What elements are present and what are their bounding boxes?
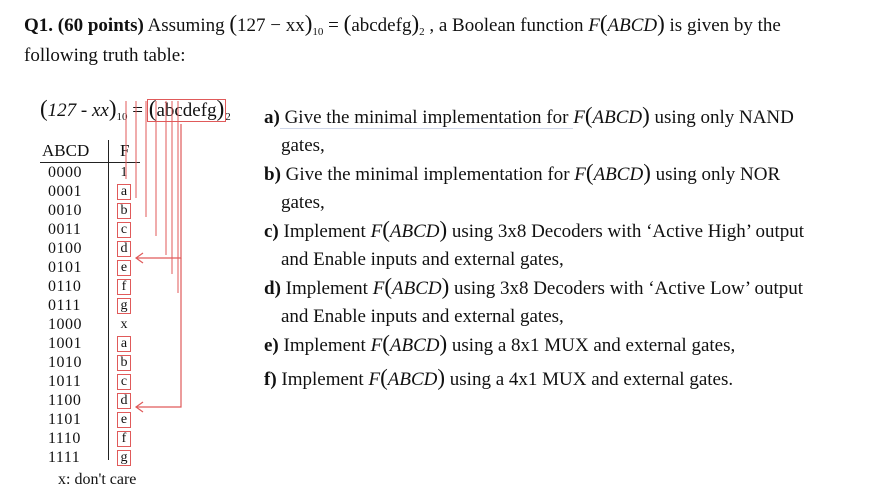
- part-c-tail: using 3x8 Decoders with ‘Active High’ output: [447, 221, 805, 242]
- part-c-label: c): [264, 221, 279, 242]
- table-row-input: 0111: [48, 297, 81, 314]
- part-c-func: F: [370, 221, 383, 242]
- part-d: d) Implement F(ABCD) using 3x8 Decoders with ‘Active Low’ output: [264, 274, 803, 299]
- part-d-label: d): [264, 278, 281, 299]
- part-a-line2: gates,: [281, 135, 325, 156]
- table-header-input: ABCD: [42, 141, 90, 160]
- table-legend: x: don't care: [58, 471, 137, 488]
- table-row-input: 0100: [48, 240, 82, 257]
- part-b-tail: using only NOR: [650, 164, 781, 185]
- part-d-func: F: [372, 278, 385, 299]
- part-e-func: F: [370, 335, 383, 356]
- part-f: f) Implement F(ABCD) using a 4x1 MUX and external gates.: [264, 365, 734, 390]
- table-row-output: a: [117, 336, 131, 352]
- part-d-args: ABCD: [392, 278, 442, 299]
- part-d-line2: and Enable inputs and external gates,: [281, 306, 564, 327]
- question-line-1: Q1. (60 points) Assuming $(127 - xx)_{10}$ = $(abcdefg)_2$ , a Boolean function F(ABCD) is given by the: [24, 11, 781, 38]
- table-row-output: d: [117, 393, 131, 409]
- question-sub-left: 10: [312, 26, 324, 38]
- question-text-a: Assuming: [143, 15, 230, 36]
- part-f-args: ABCD: [387, 369, 438, 390]
- question-expr-right: abcdefg: [351, 15, 412, 36]
- part-e: e) Implement F(ABCD) using a 8x1 MUX and external gates,: [264, 331, 736, 356]
- table-row-output: c: [117, 374, 131, 390]
- part-a-args: ABCD: [592, 107, 643, 128]
- part-c: c) Implement F(ABCD) using 3x8 Decoders with ‘Active High’ output: [264, 217, 805, 242]
- part-a-label: a): [264, 107, 280, 128]
- table-row-output: b: [117, 203, 131, 219]
- part-b-func: F: [574, 164, 586, 185]
- table-row-input: 1010: [48, 354, 82, 371]
- table-row-input: 0010: [48, 202, 82, 219]
- part-e-tail: using a 8x1 MUX and external gates,: [447, 335, 736, 356]
- part-c-line2: and Enable inputs and external gates,: [281, 249, 564, 270]
- equation-right: abcdefg: [156, 100, 217, 121]
- question-text-c: is given by the: [664, 15, 781, 36]
- arrow-lower-path: [136, 258, 181, 407]
- table-row-output: b: [117, 355, 131, 371]
- part-b-label: b): [264, 164, 281, 185]
- part-e-text: Implement: [278, 335, 371, 356]
- table-row-input: 1100: [48, 392, 82, 409]
- table-row-output: f: [117, 279, 131, 295]
- table-row-input: 1011: [48, 373, 82, 390]
- question-line-2: following truth table:: [24, 45, 186, 66]
- question-sub-right: 2: [419, 26, 425, 38]
- table-row-input: 0101: [48, 259, 82, 276]
- table-row-output: e: [117, 260, 131, 276]
- table-row-output: a: [117, 184, 131, 200]
- part-b-line2: gates,: [281, 192, 325, 213]
- equation-left: 127 - xx: [47, 100, 109, 121]
- table-row-input: 1101: [48, 411, 82, 428]
- table-row-output: c: [117, 222, 131, 238]
- table-row-output: x: [120, 317, 128, 332]
- question-label: Q1. (60 points): [24, 15, 144, 36]
- part-d-text: Implement: [280, 278, 373, 299]
- part-f-tail: using a 4x1 MUX and external gates.: [445, 369, 734, 390]
- table-row-input: 0000: [48, 164, 82, 181]
- table-row-input: 1000: [48, 316, 82, 333]
- part-b: b) Give the minimal implementation for F(ABCD) using only NOR: [264, 160, 781, 185]
- question-expr-left: 127 − xx: [237, 15, 305, 36]
- part-a-tail: using only NAND: [649, 107, 794, 128]
- table-row-input: 1110: [48, 430, 81, 447]
- question-equals: =: [323, 15, 344, 36]
- part-e-args: ABCD: [389, 335, 440, 356]
- part-f-func: F: [368, 369, 381, 390]
- table-row-output: e: [117, 412, 131, 428]
- part-c-text: Implement: [278, 221, 371, 242]
- part-a-func: F: [573, 107, 585, 128]
- table-row-input: 0110: [48, 278, 82, 295]
- part-c-args: ABCD: [389, 221, 440, 242]
- part-b-text: Give the minimal implementation for: [280, 164, 575, 185]
- arrow-lower-head: [136, 402, 143, 412]
- table-row-input: 0011: [48, 221, 82, 238]
- table-row-input: 0001: [48, 183, 82, 200]
- equation: $(127 - xx)_{10}$ = $(abcdefg)_2$: [40, 96, 231, 123]
- part-a: a) Give the minimal implementation for F(ABCD) using only NAND: [264, 103, 794, 128]
- table-row-output: d: [117, 241, 131, 257]
- table-row-output: g: [117, 450, 131, 466]
- part-e-label: e): [264, 335, 279, 356]
- table-column-divider: [108, 140, 109, 460]
- equation-equals: =: [127, 100, 148, 121]
- table-row-input: 1001: [48, 335, 82, 352]
- table-row-input: 1111: [48, 449, 81, 466]
- table-row-output: g: [117, 298, 131, 314]
- part-b-args: ABCD: [593, 164, 644, 185]
- table-row-output: 1: [120, 165, 128, 180]
- part-f-label: f): [264, 369, 277, 390]
- question-func-args: ABCD: [607, 15, 658, 36]
- equation-sub-left: 10: [116, 111, 128, 123]
- question-func: F: [588, 15, 600, 36]
- arrow-upper-path: [136, 124, 181, 258]
- table-row-output: f: [117, 431, 131, 447]
- part-f-text: Implement: [276, 369, 369, 390]
- part-a-text: Give the minimal implementation for: [279, 107, 574, 128]
- question-text-b: , a Boolean function: [424, 15, 589, 36]
- equation-sub-right: 2: [225, 111, 231, 123]
- part-d-tail: using 3x8 Decoders with ‘Active Low’ output: [449, 278, 803, 299]
- arrow-upper-head: [136, 253, 143, 263]
- table-header-output: F: [120, 141, 130, 160]
